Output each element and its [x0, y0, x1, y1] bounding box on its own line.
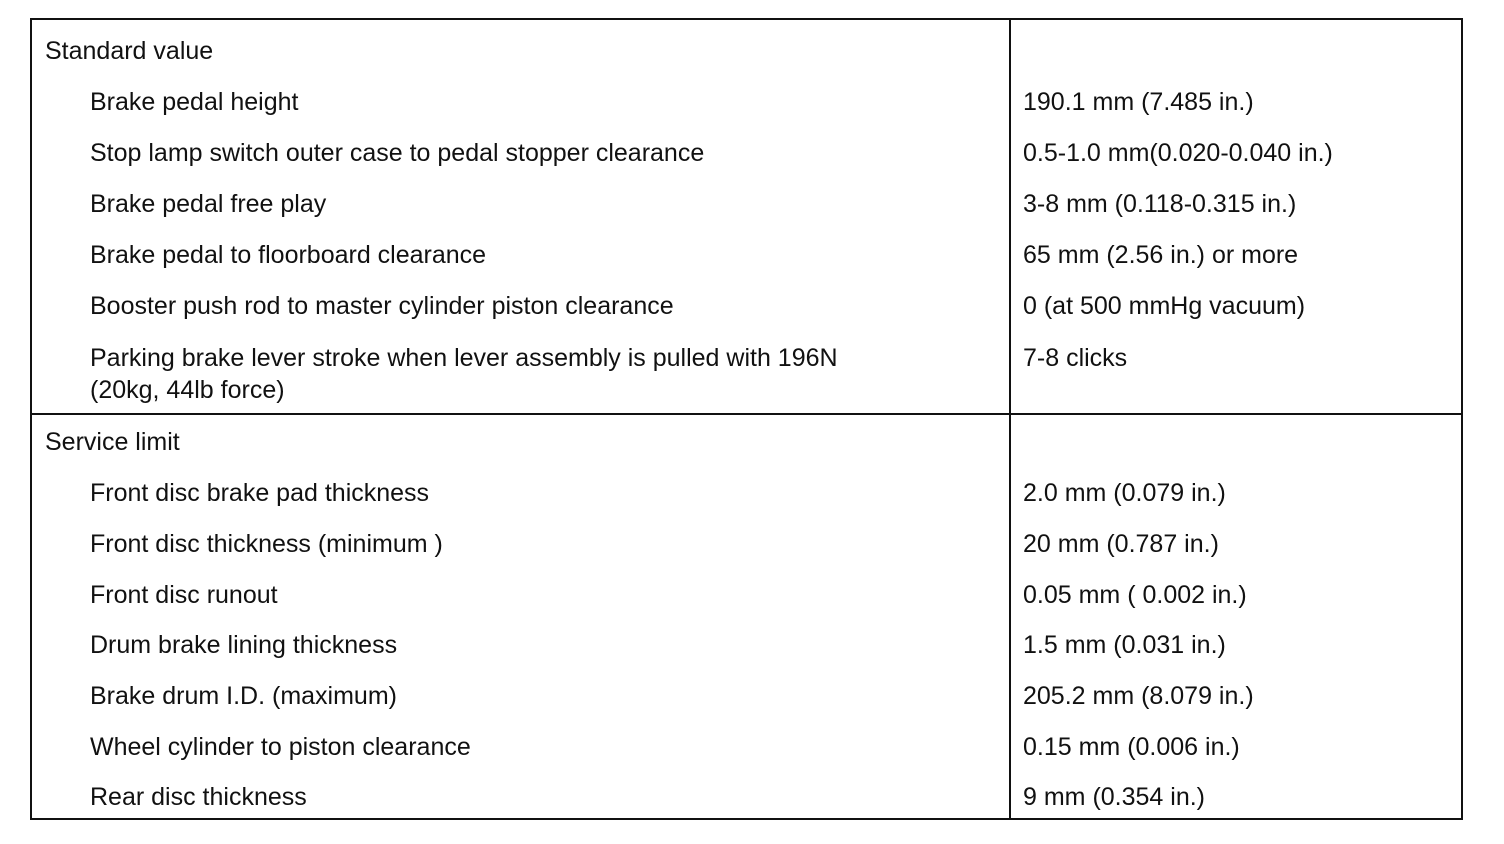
spec-item: Booster push rod to master cylinder piston clearance	[90, 292, 674, 320]
service-limit-section	[32, 413, 1461, 818]
spec-value: 1.5 mm (0.031 in.)	[1023, 631, 1226, 659]
spec-value: 9 mm (0.354 in.)	[1023, 783, 1206, 811]
spec-value: 0 (at 500 mmHg vacuum)	[1023, 292, 1306, 320]
spec-item: Wheel cylinder to piston clearance	[90, 733, 471, 761]
service-limit-heading: Service limit	[45, 428, 180, 456]
spec-item-continuation: (20kg, 44lb force)	[90, 376, 285, 404]
spec-item: Parking brake lever stroke when lever assembly is pulled with 196N	[90, 344, 838, 372]
spec-value: 65 mm (2.56 in.) or more	[1023, 241, 1299, 269]
standard-value-section	[32, 20, 1461, 413]
spec-value: 205.2 mm (8.079 in.)	[1023, 682, 1254, 710]
spec-item: Brake pedal height	[90, 88, 299, 116]
specification-table	[30, 18, 1463, 820]
spec-value: 7-8 clicks	[1023, 344, 1128, 372]
spec-item: Drum brake lining thickness	[90, 631, 398, 659]
spec-value: 0.15 mm (0.006 in.)	[1023, 733, 1240, 761]
spec-item: Front disc brake pad thickness	[90, 479, 430, 507]
spec-item: Stop lamp switch outer case to pedal stopper clearance	[90, 139, 705, 167]
spec-value: 0.5-1.0 mm(0.020-0.040 in.)	[1023, 139, 1333, 167]
spec-item: Rear disc thickness	[90, 783, 307, 811]
spec-value: 190.1 mm (7.485 in.)	[1023, 88, 1254, 116]
spec-item: Front disc runout	[90, 581, 278, 609]
spec-value: 3-8 mm (0.118-0.315 in.)	[1023, 190, 1297, 218]
spec-value: 0.05 mm ( 0.002 in.)	[1023, 581, 1247, 609]
spec-value: 20 mm (0.787 in.)	[1023, 530, 1219, 558]
standard-value-heading: Standard value	[45, 37, 214, 65]
spec-item: Brake pedal to floorboard clearance	[90, 241, 487, 269]
spec-item: Front disc thickness (minimum )	[90, 530, 443, 558]
spec-value: 2.0 mm (0.079 in.)	[1023, 479, 1226, 507]
spec-item: Brake drum I.D. (maximum)	[90, 682, 397, 710]
spec-item: Brake pedal free play	[90, 190, 327, 218]
